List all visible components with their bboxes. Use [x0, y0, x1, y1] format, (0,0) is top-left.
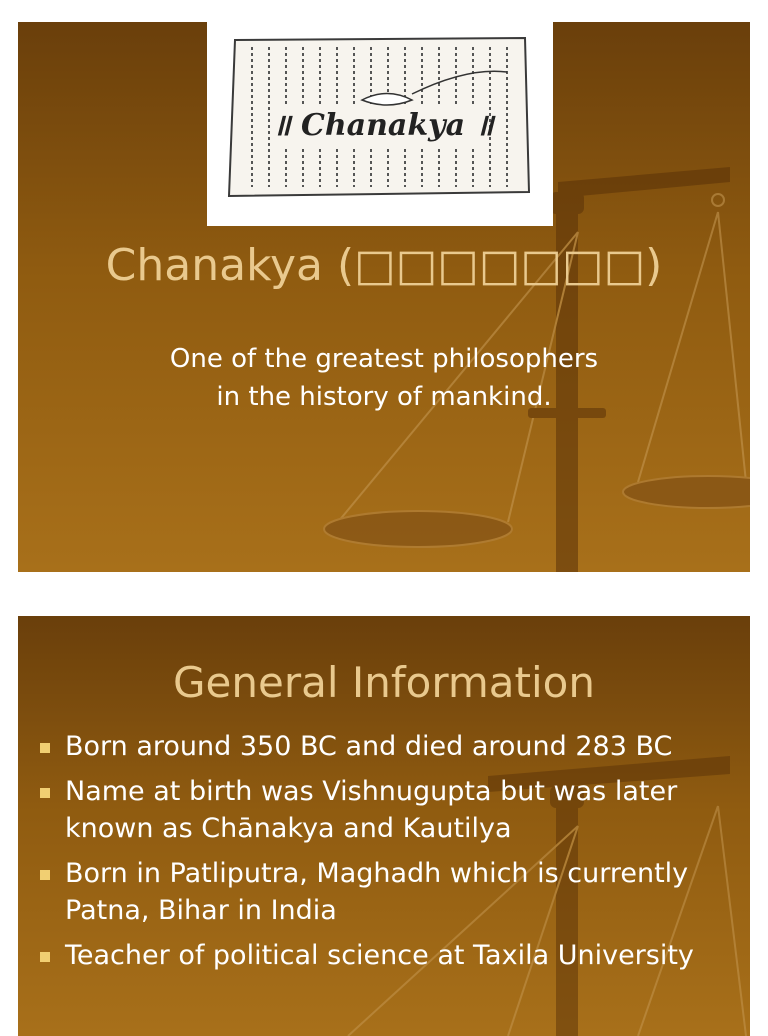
list-item [38, 773, 738, 847]
list-item [38, 728, 738, 765]
chanakya-manuscript-image [207, 22, 553, 226]
list-item-text: Born around 350 BC and died around 283 BC [65, 731, 673, 762]
list-item [38, 937, 738, 974]
slide-title: General Information [173, 658, 595, 707]
title-slide [18, 22, 750, 572]
bullet-list [38, 728, 738, 982]
list-item-text: Name at birth was Vishnugupta but was later known as Chānakya and Kautilya [65, 776, 678, 844]
general-information-slide [18, 616, 750, 1036]
square-bullet-icon [40, 870, 50, 880]
subtitle-line: One of the greatest philosophers [169, 344, 599, 374]
svg-text:॥ Chanakya ॥: ॥ Chanakya ॥ [272, 108, 494, 143]
list-item [38, 855, 738, 929]
square-bullet-icon [40, 952, 50, 962]
square-bullet-icon [40, 743, 50, 753]
subtitle-line: in the history of mankind. [216, 382, 552, 412]
slide-subtitle [78, 340, 690, 416]
square-bullet-icon [40, 788, 50, 798]
list-item-text: Born in Patliputra, Maghadh which is currently Patna, Bihar in India [65, 858, 689, 926]
slide-title: Chanakya (□□□□□□□) [105, 240, 663, 291]
list-item-text: Teacher of political science at Taxila University [65, 940, 694, 971]
